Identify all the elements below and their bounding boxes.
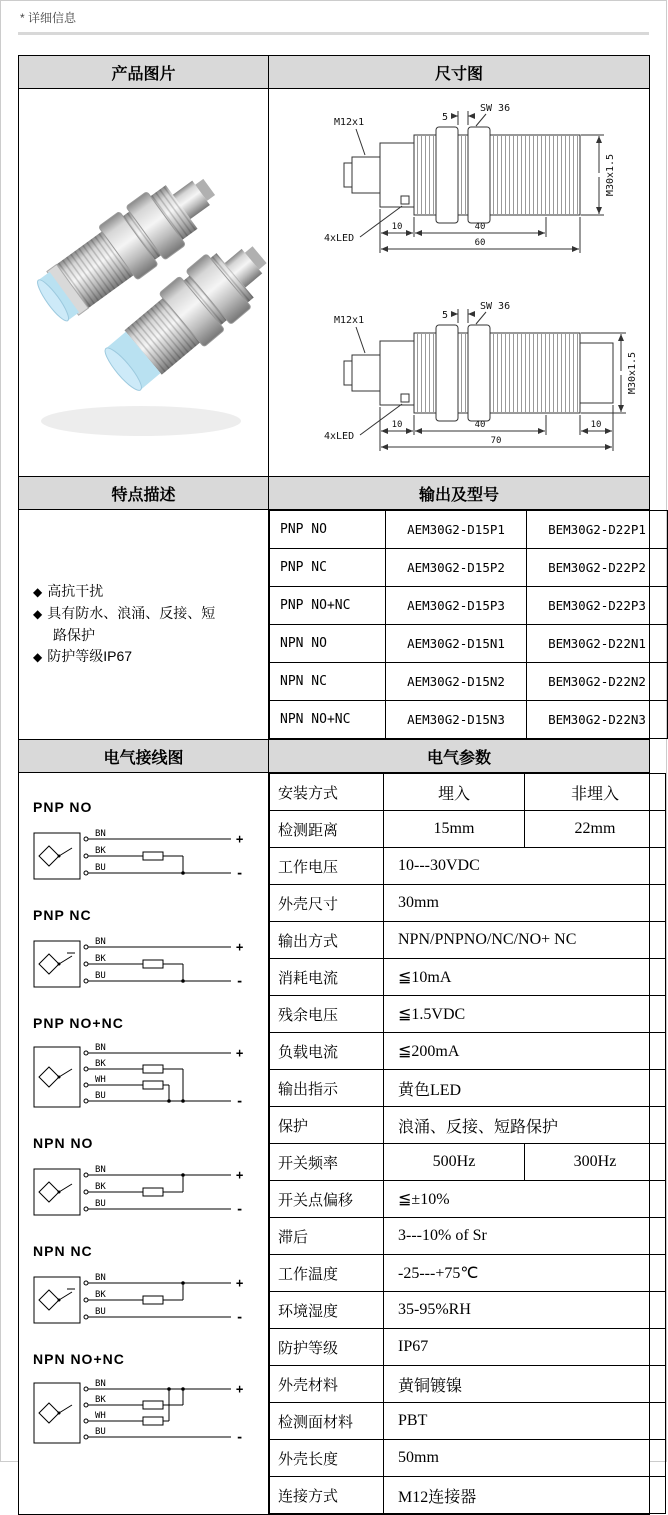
model-number: BEM30G2-D22P3 xyxy=(527,587,668,625)
param-label: 负载电流 xyxy=(270,1033,384,1070)
model-output: PNP NO+NC xyxy=(270,587,386,625)
wiring-list xyxy=(31,799,260,1462)
param-label: 保护 xyxy=(270,1107,384,1144)
param-label: 输出方式 xyxy=(270,922,384,959)
content-row-3 xyxy=(19,773,650,1515)
diamond-bullet-icon: ◆ xyxy=(33,606,43,621)
header-row-3 xyxy=(19,740,650,773)
features-cell xyxy=(19,510,269,740)
wiring-diagram-svg xyxy=(31,1153,253,1229)
wire-label: BU xyxy=(95,863,106,873)
photo-shadow xyxy=(41,406,241,436)
wiring-diagram-svg xyxy=(31,1261,253,1337)
model-output: NPN NO+NC xyxy=(270,701,386,739)
wire-label: BK xyxy=(95,1059,106,1069)
model-row xyxy=(270,549,668,587)
wiring-block xyxy=(31,907,260,1006)
params-table xyxy=(269,773,666,1514)
wiring-cell xyxy=(19,773,269,1515)
wiring-diagram-label: NPN NO+NC xyxy=(33,1351,125,1367)
header-row-2 xyxy=(19,477,650,510)
param-row xyxy=(270,1440,666,1477)
plus-terminal: + xyxy=(236,1382,244,1396)
wire-label: BN xyxy=(95,1273,106,1283)
plus-terminal: + xyxy=(236,940,244,954)
wire-label: BU xyxy=(95,1307,106,1317)
top-divider xyxy=(18,32,649,35)
dim-label-sw: SW 36 xyxy=(479,103,510,114)
minus-terminal: - xyxy=(236,1430,244,1444)
param-row xyxy=(270,1181,666,1218)
plus-terminal: + xyxy=(236,1168,244,1182)
content-row-2 xyxy=(19,510,650,740)
param-label: 连接方式 xyxy=(270,1477,384,1514)
param-row xyxy=(270,1255,666,1292)
wire-label: BN xyxy=(95,829,106,839)
param-value: ≦10mA xyxy=(384,959,666,996)
param-row xyxy=(270,1366,666,1403)
models-cell xyxy=(269,510,650,740)
wire-label: BN xyxy=(95,937,106,947)
model-number: AEM30G2-D15N3 xyxy=(386,701,527,739)
param-row xyxy=(270,959,666,996)
param-value: 浪涌、反接、短路保护 xyxy=(384,1107,666,1144)
load-resistor xyxy=(143,1081,163,1089)
models-table xyxy=(269,510,668,739)
model-number: BEM30G2-D22P1 xyxy=(527,511,668,549)
dim-label-40: 40 xyxy=(474,222,485,232)
param-row xyxy=(270,1403,666,1440)
wire-label: BK xyxy=(95,1290,106,1300)
wiring-diagram-svg xyxy=(31,817,253,893)
header-dimension: 尺寸图 xyxy=(269,56,650,89)
param-row xyxy=(270,811,666,848)
wire-label: BK xyxy=(95,846,106,856)
model-row xyxy=(270,511,668,549)
wiring-block xyxy=(31,1351,260,1462)
param-value: -25---+75℃ xyxy=(384,1255,666,1292)
model-number: BEM30G2-D22N3 xyxy=(527,701,668,739)
load-resistor xyxy=(143,1417,163,1425)
param-label: 外壳材料 xyxy=(270,1366,384,1403)
model-number: AEM30G2-D15P2 xyxy=(386,549,527,587)
model-number: AEM30G2-D15N2 xyxy=(386,663,527,701)
model-output: NPN NO xyxy=(270,625,386,663)
wiring-block xyxy=(31,1015,260,1126)
param-row xyxy=(270,1107,666,1144)
dim-label-60: 60 xyxy=(474,238,485,248)
param-row xyxy=(270,848,666,885)
dim-label-10: 10 xyxy=(391,420,402,430)
param-label: 残余电压 xyxy=(270,996,384,1033)
model-number: AEM30G2-D15P3 xyxy=(386,587,527,625)
feature-item xyxy=(33,646,228,668)
param-row xyxy=(270,1033,666,1070)
param-label: 外壳尺寸 xyxy=(270,885,384,922)
param-value: 非埋入 xyxy=(525,774,666,811)
plus-terminal: + xyxy=(236,1046,244,1060)
param-label: 安装方式 xyxy=(270,774,384,811)
wiring-diagram-label: NPN NC xyxy=(33,1243,93,1259)
model-number: BEM30G2-D22N1 xyxy=(527,625,668,663)
plus-terminal: + xyxy=(236,1276,244,1290)
wire-label: BK xyxy=(95,954,106,964)
param-row xyxy=(270,922,666,959)
minus-terminal: - xyxy=(236,1094,244,1108)
param-value: PBT xyxy=(384,1403,666,1440)
dim-label-10b: 10 xyxy=(590,420,601,430)
content-row-1 xyxy=(19,89,650,477)
param-value: 10---30VDC xyxy=(384,848,666,885)
wire-label: BU xyxy=(95,971,106,981)
param-row xyxy=(270,1070,666,1107)
wire-label: BN xyxy=(95,1379,106,1389)
wire-label: WH xyxy=(95,1411,106,1421)
param-value: NPN/PNPNO/NC/NO+ NC xyxy=(384,922,666,959)
dim-label-gap: 5 xyxy=(441,310,448,321)
model-number: AEM30G2-D15N1 xyxy=(386,625,527,663)
diamond-bullet-icon: ◆ xyxy=(33,650,43,665)
wire-label: BK xyxy=(95,1182,106,1192)
param-value: 黄铜镀镍 xyxy=(384,1366,666,1403)
wiring-block xyxy=(31,1135,260,1234)
header-row-1 xyxy=(19,56,650,89)
header-models: 输出及型号 xyxy=(269,477,650,510)
wiring-diagram-label: PNP NC xyxy=(33,907,92,923)
param-label: 输出指示 xyxy=(270,1070,384,1107)
minus-terminal: - xyxy=(236,1202,244,1216)
product-photo xyxy=(21,91,267,469)
param-label: 滞后 xyxy=(270,1218,384,1255)
wire-label: BN xyxy=(95,1165,106,1175)
wiring-diagram-svg xyxy=(31,1369,253,1457)
wiring-block xyxy=(31,799,260,898)
wiring-block xyxy=(31,1243,260,1342)
wire-label: BU xyxy=(95,1199,106,1209)
param-row xyxy=(270,1329,666,1366)
load-resistor xyxy=(143,852,163,860)
dim-label-led: 4xLED xyxy=(323,233,354,244)
model-number: BEM30G2-D22N2 xyxy=(527,663,668,701)
param-row xyxy=(270,1477,666,1514)
param-value: 埋入 xyxy=(384,774,525,811)
features-list xyxy=(33,581,228,668)
param-value: 15mm xyxy=(384,811,525,848)
param-label: 外壳长度 xyxy=(270,1440,384,1477)
dim-label-10: 10 xyxy=(391,222,402,232)
minus-terminal: - xyxy=(236,1310,244,1324)
param-value: 黄色LED xyxy=(384,1070,666,1107)
param-label: 检测面材料 xyxy=(270,1403,384,1440)
param-row xyxy=(270,885,666,922)
param-row xyxy=(270,1218,666,1255)
feature-text: 防护等级IP67 xyxy=(47,648,133,665)
minus-terminal: - xyxy=(236,974,244,988)
param-row xyxy=(270,774,666,811)
wiring-diagram-label: PNP NO xyxy=(33,799,93,815)
model-row xyxy=(270,625,668,663)
dim-label-m12: M12x1 xyxy=(333,117,364,128)
minus-terminal: - xyxy=(236,866,244,880)
product-photo-cell xyxy=(19,89,269,477)
param-value: ≦±10% xyxy=(384,1181,666,1218)
dimension-drawing xyxy=(272,89,647,471)
header-params: 电气参数 xyxy=(269,740,650,773)
param-value: 300Hz xyxy=(525,1144,666,1181)
diamond-bullet-icon: ◆ xyxy=(33,585,43,600)
param-value: 30mm xyxy=(384,885,666,922)
model-output: PNP NC xyxy=(270,549,386,587)
model-number: AEM30G2-D15P1 xyxy=(386,511,527,549)
feature-text: 具有防水、浪涌、反接、短路保护 xyxy=(47,604,216,643)
param-label: 环境湿度 xyxy=(270,1292,384,1329)
load-resistor xyxy=(143,1065,163,1073)
header-features: 特点描述 xyxy=(19,477,269,510)
param-value: M12连接器 xyxy=(384,1477,666,1514)
dimension-drawing-cell xyxy=(269,89,650,477)
param-value: 50mm xyxy=(384,1440,666,1477)
model-output: NPN NC xyxy=(270,663,386,701)
dim-label-70: 70 xyxy=(490,436,501,446)
wiring-diagram-svg xyxy=(31,925,253,1001)
detail-note: * 详细信息 xyxy=(20,11,77,25)
params-cell xyxy=(269,773,650,1515)
param-value: 22mm xyxy=(525,811,666,848)
wire-label: BK xyxy=(95,1395,106,1405)
load-resistor xyxy=(143,1296,163,1304)
wire-label: BU xyxy=(95,1091,106,1101)
wire-label: BN xyxy=(95,1043,106,1053)
dim-label-sw: SW 36 xyxy=(479,301,510,312)
model-output: PNP NO xyxy=(270,511,386,549)
header-product-image: 产品图片 xyxy=(19,56,269,89)
dim-label-gap: 5 xyxy=(441,112,448,123)
param-row xyxy=(270,1292,666,1329)
wiring-diagram-label: PNP NO+NC xyxy=(33,1015,124,1031)
feature-item xyxy=(33,603,228,646)
drawing-flush xyxy=(324,103,616,253)
dim-label-led: 4xLED xyxy=(323,431,354,442)
param-label: 开关点偏移 xyxy=(270,1181,384,1218)
dim-label-40: 40 xyxy=(474,420,485,430)
model-row xyxy=(270,701,668,739)
param-row xyxy=(270,1144,666,1181)
param-value: ≦200mA xyxy=(384,1033,666,1070)
model-number: BEM30G2-D22P2 xyxy=(527,549,668,587)
header-wiring: 电气接线图 xyxy=(19,740,269,773)
load-resistor xyxy=(143,960,163,968)
wire-label: BU xyxy=(95,1427,106,1437)
wiring-diagram-label: NPN NO xyxy=(33,1135,94,1151)
wire-label: WH xyxy=(95,1075,106,1085)
param-label: 防护等级 xyxy=(270,1329,384,1366)
feature-text: 高抗干扰 xyxy=(47,583,104,600)
dim-label-thread: M30x1.5 xyxy=(626,351,638,395)
feature-item xyxy=(33,581,228,603)
drawing-nonflush xyxy=(324,301,638,451)
param-label: 检测距离 xyxy=(270,811,384,848)
param-label: 工作温度 xyxy=(270,1255,384,1292)
plus-terminal: + xyxy=(236,832,244,846)
dim-label-thread: M30x1.5 xyxy=(604,153,616,197)
param-value: 35-95%RH xyxy=(384,1292,666,1329)
param-value: IP67 xyxy=(384,1329,666,1366)
spec-table xyxy=(18,55,650,1515)
param-value: 3---10% of Sr xyxy=(384,1218,666,1255)
load-resistor xyxy=(143,1401,163,1409)
model-row xyxy=(270,587,668,625)
dim-label-m12: M12x1 xyxy=(333,315,364,326)
param-value: 500Hz xyxy=(384,1144,525,1181)
load-resistor xyxy=(143,1188,163,1196)
param-label: 工作电压 xyxy=(270,848,384,885)
param-row xyxy=(270,996,666,1033)
wiring-diagram-svg xyxy=(31,1033,253,1121)
param-label: 开关频率 xyxy=(270,1144,384,1181)
param-value: ≦1.5VDC xyxy=(384,996,666,1033)
model-row xyxy=(270,663,668,701)
param-label: 消耗电流 xyxy=(270,959,384,996)
